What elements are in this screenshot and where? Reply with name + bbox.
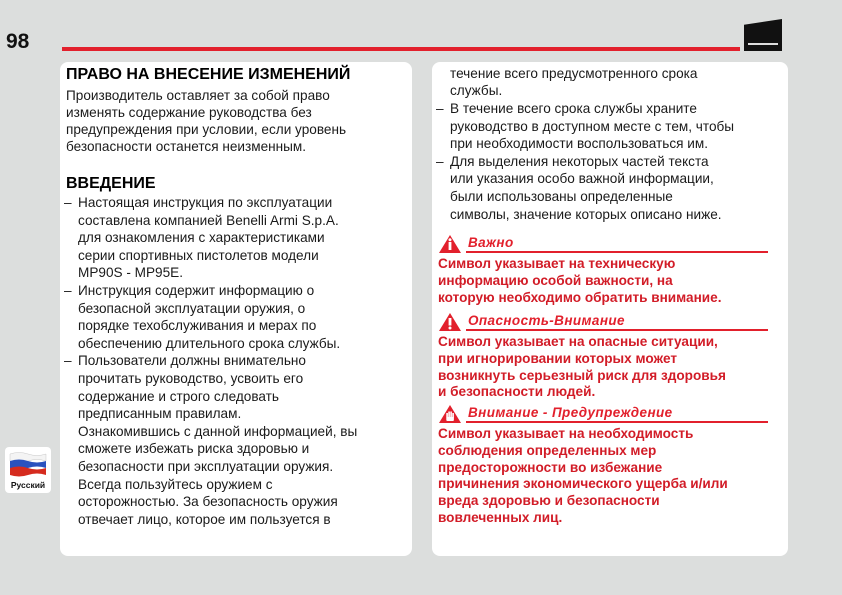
text-line: сможете избежать риска здоровью и bbox=[78, 441, 310, 457]
text-line: возникнуть серьезный риск для здоровья bbox=[438, 367, 726, 383]
note-text bbox=[438, 256, 778, 306]
intro-list-continued bbox=[436, 100, 784, 223]
text-line: MP90S - MP95E. bbox=[78, 265, 184, 281]
text-line: серии спортивных пистолетов модели bbox=[78, 247, 319, 263]
text-line: Для выделения некоторых частей текста bbox=[450, 153, 709, 169]
russian-flag-icon bbox=[9, 451, 47, 479]
text-line: Ознакомившись с данной информацией, вы bbox=[78, 423, 358, 439]
corner-tab bbox=[744, 19, 782, 51]
text-line: руководство в доступном месте с тем, чтобы bbox=[450, 118, 735, 134]
note-title: Внимание - Предупреждение bbox=[468, 405, 673, 420]
list-item: – Для выделения некоторых частей текста или указания особо важной информации, были использованы определенные символы, значение которых описано ниже. bbox=[436, 153, 784, 223]
text-line: обеспечению длительного срока службы. bbox=[78, 335, 341, 351]
list-item: – Пользователи должны внимательно прочитать руководство, усвоить его содержание и строго следовать предписанным правилам. Ознакомившись с данной информацией, вы сможете избежать риска здоровью и безопасности при эксплуатации оружия. Всегда пользуйтесь оружием с осторожностью. За безопасность оружия отвечает лицо, которое им пользуется в bbox=[64, 352, 408, 528]
text-line: которую необходимо обратить внимание. bbox=[438, 289, 722, 305]
text-line: Символ указывает на техническую bbox=[438, 256, 676, 271]
text-line: или указания особо важной информации, bbox=[450, 171, 714, 187]
section-title-intro: ВВЕДЕНИЕ bbox=[66, 175, 156, 192]
text-line: соблюдения определенных мер bbox=[438, 442, 657, 458]
text-line: безопасности при эксплуатации оружия. bbox=[78, 458, 334, 474]
note-caution bbox=[438, 404, 778, 527]
note-divider bbox=[466, 329, 768, 331]
text-line: вовлеченных лиц. bbox=[438, 509, 563, 525]
note-title: Опасность-Внимание bbox=[468, 313, 625, 328]
note-divider bbox=[466, 421, 768, 423]
text-line: причинения экономического ущерба и/или bbox=[438, 476, 728, 492]
text-line: символы, значение которых описано ниже. bbox=[450, 206, 722, 222]
text-line: изменять содержание руководства без bbox=[66, 105, 312, 120]
text-line: порядке техобслуживания и мерах по bbox=[78, 318, 317, 334]
text-line: прочитать руководство, усвоить его bbox=[78, 370, 304, 386]
note-text bbox=[438, 334, 778, 401]
text-line: содержание и строго следовать bbox=[78, 388, 279, 404]
text-line: вреда здоровью и безопасности bbox=[438, 493, 660, 509]
text-line: составлена компанией Benelli Armi S.p.A. bbox=[78, 212, 339, 228]
note-danger bbox=[438, 312, 778, 401]
continued-paragraph bbox=[450, 65, 698, 99]
rights-paragraph bbox=[66, 87, 346, 155]
text-line: предосторожности во избежание bbox=[438, 459, 663, 475]
text-line: безопасной эксплуатации оружия, о bbox=[78, 300, 306, 316]
info-warning-icon bbox=[438, 234, 462, 254]
text-line: были использованы определенные bbox=[450, 188, 673, 204]
note-important bbox=[438, 234, 778, 306]
text-line: при необходимости воспользоваться им. bbox=[450, 136, 708, 152]
text-line: безопасности останется неизменным. bbox=[66, 139, 307, 154]
list-item: – Инструкция содержит информацию о безопасной эксплуатации оружия, о порядке техобслуживания и мерах по обеспечению длительного срока службы. bbox=[64, 282, 408, 352]
note-title: Важно bbox=[468, 235, 514, 250]
note-text bbox=[438, 426, 778, 527]
text-line: осторожностью. За безопасность оружия bbox=[78, 494, 338, 510]
text-line: для ознакомления с характеристиками bbox=[78, 230, 325, 246]
hand-stop-warning-icon bbox=[438, 404, 462, 424]
text-line: Производитель оставляет за собой право bbox=[66, 88, 330, 103]
language-label: Русский bbox=[10, 480, 46, 490]
text-line: Пользователи должны внимательно bbox=[78, 353, 306, 369]
left-column-panel bbox=[60, 62, 412, 556]
note-divider bbox=[466, 251, 768, 253]
text-line: службы. bbox=[450, 83, 503, 98]
intro-list bbox=[64, 194, 408, 528]
text-line: Всегда пользуйтесь оружием с bbox=[78, 476, 273, 492]
text-line: предписанным правилам. bbox=[78, 406, 242, 422]
language-badge bbox=[5, 447, 51, 493]
text-line: отвечает лицо, которое им пользуется в bbox=[78, 511, 331, 527]
text-line: Инструкция содержит информацию о bbox=[78, 282, 315, 298]
text-line: информацию особой важности, на bbox=[438, 272, 673, 288]
danger-warning-icon bbox=[438, 312, 462, 332]
text-line: течение всего предусмотренного срока bbox=[450, 66, 698, 81]
text-line: В течение всего срока службы храните bbox=[450, 101, 697, 116]
page-number: 98 bbox=[6, 30, 30, 53]
text-line: предупреждения при условии, если уровень bbox=[66, 122, 347, 137]
text-line: при игнорировании которых может bbox=[438, 350, 678, 366]
header-rule bbox=[62, 47, 740, 51]
text-line: и безопасности людей. bbox=[438, 384, 596, 400]
text-line: Настоящая инструкция по эксплуатации bbox=[78, 195, 333, 210]
text-line: Символ указывает на необходимость bbox=[438, 426, 694, 441]
text-line: Символ указывает на опасные ситуации, bbox=[438, 334, 718, 349]
list-item: – Настоящая инструкция по эксплуатации составлена компанией Benelli Armi S.p.A. для ознакомления с характеристиками серии спортивных пистолетов модели MP90S - MP95E. bbox=[64, 194, 408, 282]
right-column-panel bbox=[432, 62, 788, 556]
section-title-rights: ПРАВО НА ВНЕСЕНИЕ ИЗМЕНЕНИЙ bbox=[66, 66, 351, 83]
list-item: – В течение всего срока службы храните руководство в доступном месте с тем, чтобы при необходимости воспользоваться им. bbox=[436, 100, 784, 153]
